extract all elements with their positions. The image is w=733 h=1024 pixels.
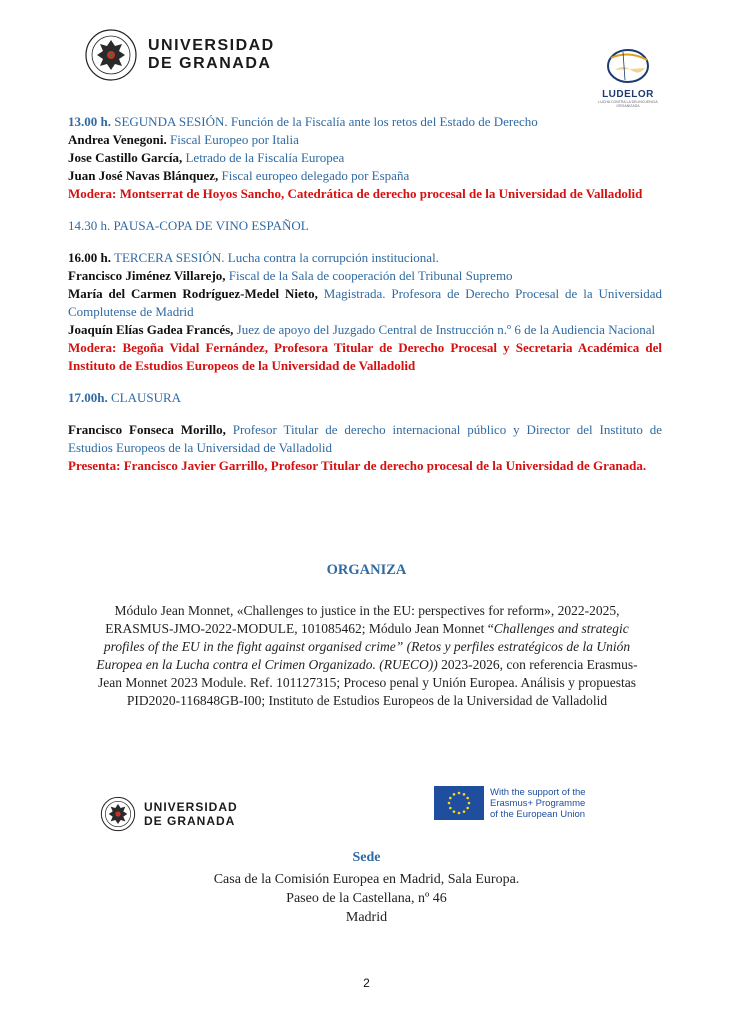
eu-flag-icon	[434, 786, 484, 820]
ugr-line2: DE GRANADA	[148, 55, 272, 72]
speaker-name: Jose Castillo García,	[68, 150, 183, 165]
ugr-footer-line2: DE GRANADA	[144, 814, 236, 828]
ugr-seal-icon	[84, 28, 138, 82]
eu-star	[449, 797, 452, 800]
session2-title: SEGUNDA SESIÓN. Función de la Fiscalía ante los retos del Estado de Derecho	[114, 114, 538, 129]
session3-heading	[68, 249, 662, 267]
sede-line2: Paseo de la Castellana, nº 46	[286, 891, 447, 906]
ludelor-name: LUDELOR	[602, 89, 654, 100]
session3-moderator: Modera: Begoña Vidal Fernández, Profesora Titular de Derecho Procesal y Secretaria Académica del Instituto de Estudios Europeos de la Universidad de Valladolid	[68, 340, 662, 373]
eu-star	[468, 802, 471, 805]
closing-presenter: Presenta: Francisco Javier Garrillo, Profesor Titular de derecho procesal de la Universidad de Granada.	[68, 458, 647, 473]
session3-title: TERCERA SESIÓN. Lucha contra la corrupción institucional.	[114, 250, 439, 265]
session2-heading	[68, 113, 662, 131]
eu-star	[453, 810, 456, 813]
ludelor-globe-icon	[601, 44, 655, 86]
speaker-name: Francisco Fonseca Morillo,	[68, 422, 226, 437]
closing-title: CLAUSURA	[110, 390, 182, 405]
speaker-name: Andrea Venegoni.	[68, 132, 167, 147]
speaker-line	[68, 285, 662, 321]
eu-star	[449, 807, 452, 810]
sede-title: Sede	[352, 850, 381, 865]
eu-star	[466, 807, 469, 810]
eu-star	[453, 793, 456, 796]
speaker-role: Fiscal de la Sala de cooperación del Tribunal Supremo	[228, 268, 513, 283]
speaker-line	[68, 267, 662, 285]
ludelor-subtitle: LUCHA CONTRA LA DELINCUENCIA ORGANIZADA	[598, 100, 658, 108]
erasmus-line3: of the European Union	[490, 808, 586, 820]
erasmus-logo	[434, 786, 586, 820]
speaker-name: Francisco Jiménez Villarejo,	[68, 268, 226, 283]
session3-time: 16.00 h.	[68, 250, 111, 265]
ugr-wordmark	[148, 37, 275, 73]
organiza-text	[96, 602, 638, 710]
erasmus-line1: With the support of the	[490, 786, 586, 798]
closing-time: 17.00h.	[68, 390, 108, 405]
speaker-line	[68, 321, 662, 339]
speaker-line	[68, 131, 662, 149]
speaker-line	[68, 149, 662, 167]
pause-line: 14.30 h. PAUSA-COPA DE VINO ESPAÑOL	[68, 218, 309, 233]
sede-line1: Casa de la Comisión Europea en Madrid, Sala Europa.	[213, 872, 520, 887]
speaker-role: Letrado de la Fiscalía Europea	[185, 150, 345, 165]
erasmus-line2: Erasmus+ Programme	[490, 797, 586, 809]
speaker-role: Fiscal Europeo por Italia	[169, 132, 299, 147]
ugr-seal-icon	[100, 796, 136, 832]
ugr-footer-wordmark	[144, 800, 238, 828]
page-number: 2	[363, 976, 370, 990]
closing-speaker	[68, 421, 662, 457]
speaker-role: Fiscal europeo delegado por España	[221, 168, 410, 183]
ugr-footer-line1: UNIVERSIDAD	[144, 800, 238, 814]
eu-star	[463, 810, 466, 813]
closing-heading	[68, 389, 662, 407]
spacer	[68, 375, 662, 389]
speaker-role: Profesor Titular de derecho internacional público y Director del Instituto de Estudios Europeos de la Universidad de Valladolid	[68, 422, 662, 455]
speaker-line	[68, 167, 662, 185]
organiza-text-part1: Módulo Jean Monnet, «Challenges to justice in the EU: perspectives for reform», 2022-2025, ERASMUS-JMO-2022-MODULE, 101085462; Módulo Jean Monnet “	[105, 603, 620, 636]
speaker-role: Magistrada. Profesora de Derecho Procesal de la Universidad Complutense de Madrid	[68, 286, 663, 319]
program	[68, 113, 662, 475]
spacer	[68, 203, 662, 217]
eu-star	[466, 797, 469, 800]
speaker-role: Juez de apoyo del Juzgado Central de Instrucción n.º 6 de la Audiencia Nacional	[236, 322, 656, 337]
eu-star	[463, 793, 466, 796]
eu-star	[458, 792, 461, 795]
eu-star	[458, 812, 461, 815]
sede-address	[0, 870, 733, 927]
speaker-name: Joaquín Elías Gadea Francés,	[68, 322, 234, 337]
eu-star	[448, 802, 451, 805]
speaker-name: Juan José Navas Blánquez,	[68, 168, 219, 183]
organiza-title: ORGANIZA	[326, 562, 407, 578]
spacer	[68, 235, 662, 249]
erasmus-text	[490, 787, 586, 820]
ludelor-logo	[598, 44, 658, 108]
ugr-line1: UNIVERSIDAD	[148, 37, 275, 54]
session2-moderator: Modera: Montserrat de Hoyos Sancho, Catedrática de derecho procesal de la Universidad de Valladolid	[68, 186, 643, 201]
session2-time: 13.00 h.	[68, 114, 111, 129]
ugr-logo	[84, 28, 275, 82]
spacer	[68, 407, 662, 421]
organiza-text-italic: Challenges and strategic profiles of the EU in the fight against organised crime” (Retos y perfiles estratégicos de la Unión Europea en la Lucha contra el Crimen Organizado. (RUECO))	[96, 621, 631, 672]
sede-line3: Madrid	[345, 910, 388, 925]
ugr-footer-logo	[100, 796, 238, 832]
speaker-name: María del Carmen Rodríguez-Medel Nieto,	[68, 286, 318, 301]
organiza-text-part2: 2023-2026, con referencia Erasmus-Jean Monnet 2023 Module. Ref. 101127315; Proceso penal y Unión Europea. Análisis y propuestas PID2020-116848GB-I00; Instituto de Estudios Europeos de la Universidad de Valladolid	[98, 657, 638, 708]
